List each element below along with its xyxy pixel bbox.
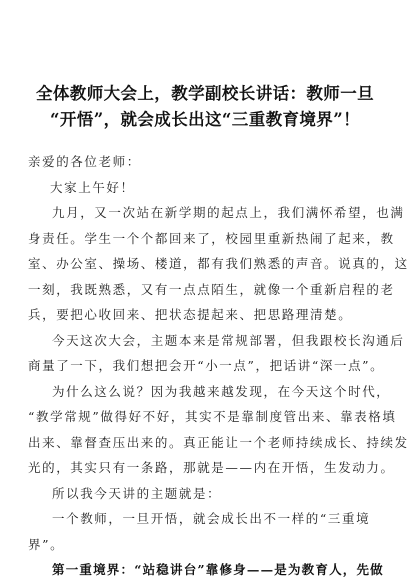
paragraph-line: 兵，要把心收回来、把状态提起来、把思路理清楚。 bbox=[28, 307, 353, 322]
document-title-line-2: “开悟”，就会成长出这“三重教育境界”！ bbox=[50, 110, 360, 129]
paragraph-line: 今天这次大会，主题本来是常规部署，但我跟校长沟通后 bbox=[52, 333, 405, 348]
paragraph-line: 身责任。学生一个个都回来了，校园里重新热闹了起来，教 bbox=[28, 231, 395, 246]
paragraph-line: 一个教师，一旦开悟，就会成长出不一样的“三重境 bbox=[52, 511, 371, 526]
salutation: 亲爱的各位老师： bbox=[28, 154, 141, 169]
paragraph-line: 出来、靠督查压出来的。真正能让一个老师持续成长、持续发 bbox=[28, 435, 409, 450]
paragraph-line: 室、办公室、操场、楼道，都有我们熟悉的声音。说真的，这 bbox=[28, 256, 409, 271]
paragraph-line: “教学常规”做得好不好，其实不是靠制度管出来、靠表格填 bbox=[28, 409, 397, 424]
paragraph-line: 光的，其实只有一条路，那就是——内在开悟，生发动力。 bbox=[28, 460, 395, 475]
greeting: 大家上午好！ bbox=[50, 180, 135, 195]
paragraph-line: 商量了一下，我们想把会开“小一点”，把话讲“深一点”。 bbox=[28, 358, 385, 373]
section-heading: 第一重境界：“站稳讲台”靠修身——是为教育人，先做 bbox=[52, 562, 384, 577]
document-title-line-1: 全体教师大会上，教学副校长讲话：教师一旦 bbox=[36, 84, 374, 103]
paragraph-line: 九月，又一次站在新学期的起点上，我们满怀希望，也满 bbox=[52, 205, 405, 220]
paragraph-line: 界”。 bbox=[28, 537, 65, 552]
paragraph-line: 所以我今天讲的主题就是： bbox=[52, 486, 222, 501]
paragraph-line: 为什么这么说？因为我越来越发现，在今天这个时代， bbox=[52, 384, 391, 399]
paragraph-line: 一刻，我既熟悉，又有一点点陌生，就像一个重新启程的老 bbox=[28, 282, 395, 297]
